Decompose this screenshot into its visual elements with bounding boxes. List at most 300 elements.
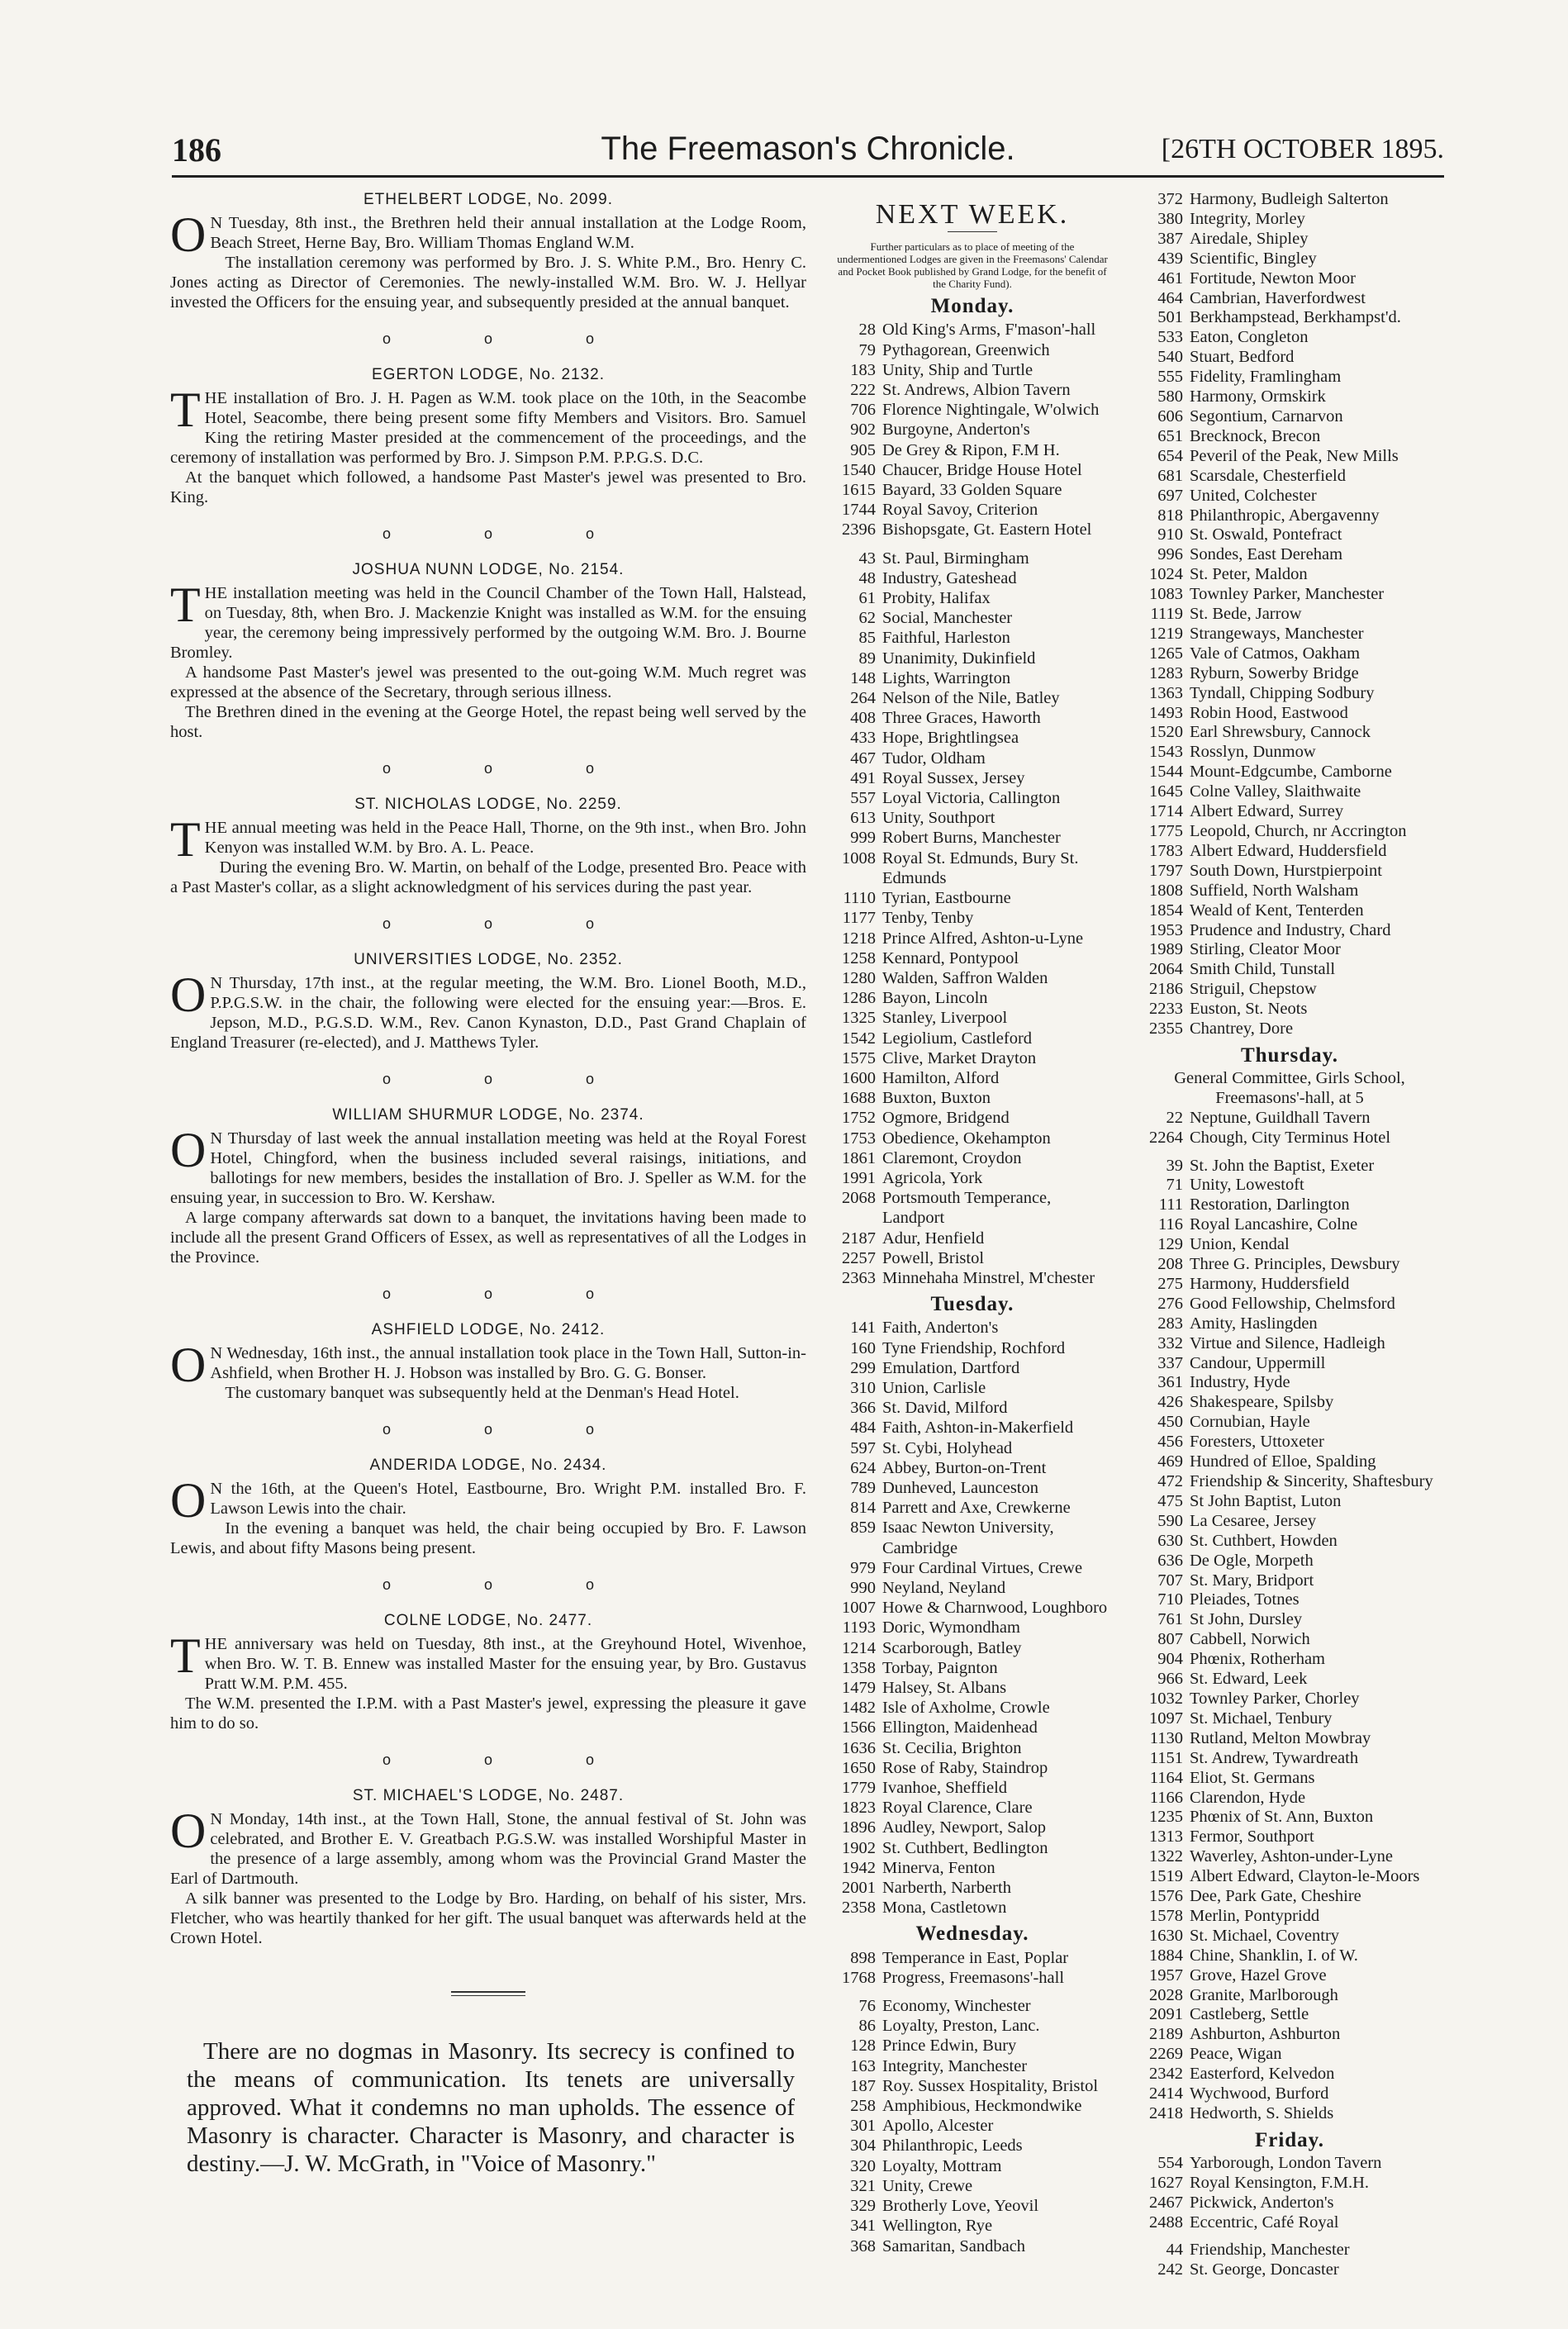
lodge-name: Royal Sussex, Jersey (882, 768, 1025, 787)
lodge-name: Harmony, Budleigh Salterton (1190, 190, 1389, 208)
lodge-number: 630 (1157, 1531, 1183, 1550)
lodge-number: 1024 (1149, 565, 1183, 584)
lodge-number: 61 (858, 589, 876, 608)
list-item (1135, 1215, 1444, 1235)
lodge-list (1135, 190, 1444, 1039)
lodge-name: Amity, Haslingden (1190, 1314, 1318, 1333)
list-item (828, 908, 1117, 928)
lodge-number: 654 (1157, 446, 1183, 465)
lodge-name: Restoration, Darlington (1190, 1195, 1350, 1214)
lodge-name: St. Paul, Birmingham (882, 549, 1029, 568)
section-ornament: o o o (382, 1286, 639, 1302)
lodge-name: Granite, Marlborough (1190, 1985, 1338, 2004)
list-item (1135, 368, 1444, 387)
report-paragraph: During the evening Bro. W. Martin, on behalf of the Lodge, presented Bro. Peace with a Past Master's collar, as a slight acknowledgment of his services during the past year. (170, 858, 806, 896)
lodge-number: 1953 (1149, 920, 1183, 939)
list-item (828, 1378, 1117, 1398)
lodge-name: Loyalty, Preston, Lanc. (882, 2017, 1040, 2036)
list-item (828, 1948, 1117, 1968)
list-item (1135, 269, 1444, 289)
lodge-number: 39 (1166, 1156, 1183, 1175)
lodge-number: 89 (858, 649, 876, 668)
lodge-number: 2355 (1149, 1020, 1183, 1039)
list-item (1135, 1729, 1444, 1749)
lodge-number: 71 (1166, 1176, 1183, 1195)
lodge-number: 341 (850, 2217, 876, 2236)
lodge-number: 275 (1157, 1274, 1183, 1293)
list-item (828, 2016, 1117, 2036)
list-item (828, 1048, 1117, 1068)
list-item (828, 1598, 1117, 1618)
lodge-number: 979 (850, 1558, 876, 1577)
lodge-number: 651 (1157, 426, 1183, 445)
lodge-name: St. John the Baptist, Exeter (1190, 1156, 1375, 1175)
list-item (1135, 940, 1444, 960)
lodge-name: Waverley, Ashton-under-Lyne (1190, 1847, 1393, 1866)
lodge-number: 111 (1158, 1195, 1183, 1214)
lodge-name: Grove, Hazel Grove (1190, 1965, 1327, 1984)
list-item (828, 1878, 1117, 1898)
lodge-number: 910 (1157, 525, 1183, 544)
list-item (828, 480, 1117, 500)
lodge-number: 491 (850, 768, 876, 787)
lodge-number: 1542 (842, 1029, 876, 1048)
lodge-number: 426 (1157, 1393, 1183, 1412)
list-item (828, 848, 1117, 888)
lodge-number: 450 (1157, 1413, 1183, 1432)
lodge-number: 1779 (842, 1779, 876, 1798)
list-item (828, 1738, 1117, 1758)
lodge-number: 1151 (1149, 1748, 1183, 1767)
lodge-name: Isaac Newton University, Cambridge (882, 1519, 1054, 1557)
lodge-name: Unity, Crewe (882, 2176, 973, 2195)
lodge-number: 301 (850, 2117, 876, 2136)
lodge-name: Temperance in East, Poplar (882, 1948, 1069, 1967)
lodge-name: Fermor, Southport (1190, 1828, 1314, 1847)
report-paragraph: O N Thursday, 17th inst., at the regular meeting, the W.M. Bro. Lionel Booth, M.D., P.P.G.S.W. in the chair, the following were elected for the ensuing year:—Bros. E. Jepson, M.D., P.G.S.D. W.M., Rev. Canon Kynaston, D.D., Past Grand Chaplain of England Treasurer (re-elected), and J. Matthews Tyler. (170, 967, 806, 1052)
lodge-name: Philanthropic, Abergavenny (1190, 506, 1380, 525)
lodge-name: Claremont, Croydon (882, 1148, 1022, 1167)
lodge-number: 533 (1157, 328, 1183, 347)
lodge-number: 1007 (842, 1599, 876, 1618)
lodge-name: Leopold, Church, nr Accrington (1190, 822, 1407, 840)
lodge-number: 1808 (1149, 881, 1183, 900)
lodge-name: La Cesaree, Jersey (1190, 1511, 1317, 1530)
lodge-name: Airedale, Shipley (1190, 229, 1309, 248)
lodge-name: St. Andrew, Tywardreath (1190, 1748, 1359, 1767)
drop-capital: O (170, 1338, 207, 1392)
lodge-number: 361 (1157, 1373, 1183, 1392)
list-item (1135, 210, 1444, 230)
list-item (828, 320, 1117, 340)
lodge-number: 710 (1157, 1590, 1183, 1609)
lodge-number: 62 (858, 609, 876, 628)
lodge-number: 1358 (842, 1658, 876, 1677)
list-item (828, 1798, 1117, 1818)
lodge-number: 1627 (1149, 2173, 1183, 2192)
list-item (828, 2116, 1117, 2136)
lodge-name: Foresters, Uttoxeter (1190, 1433, 1324, 1452)
section-ornament: o o o (382, 1421, 639, 1438)
drop-capital: O (170, 1123, 207, 1177)
lodge-name: Tyndall, Chipping Sodbury (1190, 683, 1375, 702)
lodge-number: 996 (1157, 545, 1183, 564)
report-paragraph: THE installation meeting was held in the Council Chamber of the Town Hall, Halstead, on Tuesday, 8th, when Bro. J. Mackenzie Knight was installed as W.M. for the ensuing year, the ceremony being impressively performed by the outgoing W.M. Bro. J. Bourne Bromley. (170, 577, 806, 662)
lodge-number: 43 (858, 549, 876, 568)
lodge-number: 1902 (842, 1838, 876, 1857)
next-week-note: Further particulars as to place of meeting of the undermentioned Lodges are given in the Freemasons' Calendar and Pocket Book published by Grand Lodge, for the benefit of the Charity Fund). (837, 240, 1108, 291)
list-item (1135, 565, 1444, 585)
lodge-number: 1884 (1149, 1946, 1183, 1965)
lodge-number: 22 (1166, 1108, 1183, 1127)
lodge-list (828, 1318, 1117, 1918)
lodge-name: Striguil, Chepstow (1190, 980, 1317, 999)
lodge-name: Halsey, St. Albans (882, 1679, 1007, 1698)
lodge-number: 613 (850, 809, 876, 828)
lodge-name: St. Oswald, Pontefract (1190, 525, 1342, 544)
list-item (828, 400, 1117, 420)
list-item (828, 1518, 1117, 1557)
lodge-number: 299 (850, 1358, 876, 1377)
publication-title: The Freemason's Chronicle. (601, 131, 1015, 167)
lodge-number: 1283 (1149, 663, 1183, 682)
list-item (828, 2076, 1117, 2096)
list-item (828, 608, 1117, 628)
page-header (172, 131, 1444, 169)
lodge-name: Ashburton, Ashburton (1190, 2025, 1341, 2044)
lodge-name: Faithful, Harleston (882, 629, 1010, 648)
lodge-number: 387 (1157, 229, 1183, 248)
list-item (1135, 1709, 1444, 1729)
lodge-name: Unity, Southport (882, 809, 995, 828)
lodge-name: Friendship & Sincerity, Shaftesbury (1190, 1472, 1433, 1490)
lodge-number: 1714 (1149, 802, 1183, 821)
list-item (1135, 2005, 1444, 2025)
lodge-name: Bayon, Lincoln (882, 989, 988, 1008)
report-paragraph: A silk banner was presented to the Lodge by Bro. Harding, on behalf of his sister, Mrs. Fletcher, who was heartily thanked for her gift. The usual banquet was afterwards held at the Crown Hotel. (170, 1889, 806, 1947)
lodge-name: Narberth, Narberth (882, 1879, 1011, 1898)
lodge-name: Candour, Uppermill (1190, 1353, 1326, 1372)
section-ornament: o o o (382, 915, 639, 932)
list-item (1135, 2025, 1444, 2045)
lodge-number: 1991 (842, 1168, 876, 1187)
lodge-name: Suffield, North Walsham (1190, 881, 1359, 900)
lodge-number: 1797 (1149, 861, 1183, 880)
lodge-name: Amphibious, Heckmondwike (882, 2097, 1082, 2116)
lodge-name: Wychwood, Burford (1190, 2084, 1329, 2103)
lodge-number: 597 (850, 1438, 876, 1457)
lodge-number: 276 (1157, 1294, 1183, 1313)
lodge-name: Florence Nightingale, W'olwich (882, 401, 1100, 420)
lodge-number: 1650 (842, 1758, 876, 1777)
list-item (828, 1458, 1117, 1478)
day-heading-monday: Monday. (930, 295, 1014, 318)
lodge-name: Adur, Henfield (882, 1229, 985, 1248)
lodge-number: 283 (1157, 1314, 1183, 1333)
lodge-name: St. George, Doncaster (1190, 2260, 1339, 2279)
lodge-name: Royal St. Edmunds, Bury St. Edmunds (882, 848, 1079, 887)
section-ornament: o o o (382, 1071, 639, 1087)
list-gap (1135, 1148, 1444, 1157)
lodge-number: 380 (1157, 209, 1183, 228)
lodge-number: 1166 (1149, 1788, 1183, 1807)
lodge-number: 1615 (842, 481, 876, 500)
lodge-number: 433 (850, 729, 876, 748)
lodge-number: 807 (1157, 1630, 1183, 1649)
drop-capital: O (170, 1473, 207, 1528)
list-item (828, 888, 1117, 908)
lodge-name: Tudor, Oldham (882, 749, 986, 768)
list-gap (828, 540, 1117, 549)
lodge-number: 1823 (842, 1799, 876, 1818)
lodge-name: Tyrian, Eastbourne (882, 889, 1011, 908)
list-item (828, 380, 1117, 400)
article-separator (451, 1991, 525, 1996)
lodge-heading: ASHFIELD LODGE, No. 2412. (371, 1321, 606, 1338)
lodge-name: Prince Alfred, Ashton-u-Lyne (882, 929, 1084, 948)
list-item (1135, 625, 1444, 644)
lodge-number: 1744 (842, 501, 876, 520)
list-item (1135, 190, 1444, 210)
list-item (1135, 1847, 1444, 1867)
list-item (828, 2236, 1117, 2256)
list-item (828, 2096, 1117, 2116)
lodge-number: 1193 (842, 1618, 876, 1637)
lodge-number: 966 (1157, 1670, 1183, 1689)
header-rule (172, 175, 1444, 178)
day-heading-wednesday: Wednesday. (915, 1923, 1029, 1946)
lodge-name: Rose of Raby, Staindrop (882, 1758, 1048, 1777)
list-item (828, 1358, 1117, 1378)
lodge-name: Berkhampstead, Berkhampst'd. (1190, 308, 1401, 327)
list-item (1135, 1235, 1444, 1255)
list-item (1135, 427, 1444, 447)
lodge-name: Euston, St. Neots (1190, 1000, 1308, 1019)
list-item (828, 1498, 1117, 1518)
title-rule (948, 231, 997, 232)
report-paragraph: THE annual meeting was held in the Peace Hall, Thorne, on the 9th inst., when Bro. John Kenyon was installed W.M. by Bro. A. L. Peace. (170, 812, 806, 867)
lodge-name: Albert Edward, Huddersfield (1190, 841, 1387, 860)
list-item (1135, 2045, 1444, 2065)
lodge-number: 2233 (1149, 1000, 1183, 1019)
lodge-number: 85 (858, 629, 876, 648)
list-item (828, 708, 1117, 728)
lodge-name: Hedworth, S. Shields (1190, 2104, 1334, 2122)
lodge-name: Ellington, Maidenhead (882, 1718, 1038, 1737)
lodge-name: Dunheved, Launceston (882, 1478, 1038, 1497)
lodge-number: 1566 (842, 1718, 876, 1737)
lodge-number: 28 (858, 321, 876, 340)
report-paragraph: At the banquet which followed, a handsome Past Master's jewel was presented to Bro. King. (170, 468, 806, 506)
report-paragraph: The Brethren dined in the evening at the George Hotel, the repast being well served by the host. (170, 703, 806, 741)
list-item (828, 1148, 1117, 1168)
list-item (1135, 328, 1444, 348)
lodge-name: Good Fellowship, Chelmsford (1190, 1294, 1395, 1313)
list-item (1135, 289, 1444, 309)
lodge-name: Eliot, St. Germans (1190, 1768, 1315, 1787)
lodge-number: 310 (850, 1378, 876, 1397)
lodge-name: Ivanhoe, Sheffield (882, 1779, 1008, 1798)
list-item (1135, 2213, 1444, 2233)
list-item (1135, 230, 1444, 250)
lodge-name: Neyland, Neyland (882, 1579, 1006, 1597)
list-item (1135, 1946, 1444, 1966)
list-item (1135, 2154, 1444, 2174)
list-item (828, 2036, 1117, 2056)
lodge-name: Fidelity, Framlingham (1190, 368, 1342, 387)
lodge-name: Yarborough, London Tavern (1190, 2153, 1382, 2172)
lodge-name: Powell, Bristol (882, 1248, 985, 1267)
list-item (1135, 1354, 1444, 1374)
list-item (1135, 1492, 1444, 1512)
lodge-number: 1322 (1149, 1847, 1183, 1866)
lodge-number: 902 (850, 421, 876, 440)
lodge-name: Shakespeare, Spilsby (1190, 1393, 1334, 1412)
lodge-number: 1540 (842, 460, 876, 479)
lodge-name: Unanimity, Dukinfield (882, 649, 1036, 668)
lodge-name: Townley Parker, Chorley (1190, 1689, 1360, 1708)
lodge-number: 1630 (1149, 1926, 1183, 1945)
lodge-number: 456 (1157, 1433, 1183, 1452)
lodge-number: 1214 (842, 1638, 876, 1657)
lodge-number: 789 (850, 1478, 876, 1497)
lodge-name: Brotherly Love, Yeovil (882, 2197, 1039, 2216)
lodge-name: Rosslyn, Dunmow (1190, 743, 1316, 762)
list-item (828, 649, 1117, 668)
lodge-number: 1752 (842, 1109, 876, 1128)
lodge-name: Union, Carlisle (882, 1378, 986, 1397)
lodge-name: South Down, Hurstpierpoint (1190, 861, 1382, 880)
day-heading-tuesday: Tuesday. (930, 1293, 1014, 1316)
lodge-number: 707 (1157, 1571, 1183, 1590)
lodge-number: 1032 (1149, 1689, 1183, 1708)
lodge-number: 366 (850, 1399, 876, 1418)
lodge-heading: ST. NICHOLAS LODGE, No. 2259. (354, 796, 622, 813)
lodge-number: 467 (850, 749, 876, 768)
list-item (828, 1418, 1117, 1438)
list-item (1135, 1907, 1444, 1927)
lodge-name: Robert Burns, Manchester (882, 829, 1061, 848)
lodge-name: Vale of Catmos, Oakham (1190, 644, 1361, 663)
lodge-number: 1008 (842, 848, 876, 867)
lodge-number: 1783 (1149, 841, 1183, 860)
lodge-name: St. Cuthbert, Howden (1190, 1531, 1338, 1550)
lodge-number: 408 (850, 709, 876, 728)
drop-capital: O (170, 1804, 207, 1858)
lodge-number: 904 (1157, 1650, 1183, 1669)
lodge-name: Clive, Market Drayton (882, 1048, 1037, 1067)
lodge-name: Chantrey, Dore (1190, 1020, 1294, 1039)
lodge-name: United, Colchester (1190, 486, 1317, 505)
report-paragraph: O N the 16th, at the Queen's Hotel, Eastbourne, Bro. Wright P.M. installed Bro. F. Lawson Lewis into the chair. (170, 1473, 806, 1528)
lodge-name: St. Cuthbert, Bedlington (882, 1838, 1048, 1857)
list-item (1135, 1789, 1444, 1809)
list-item (1135, 1670, 1444, 1690)
lodge-number: 141 (850, 1319, 876, 1338)
lodge-name: Cornubian, Hayle (1190, 1413, 1310, 1432)
lodge-number: 2358 (842, 1899, 876, 1918)
list-item (828, 948, 1117, 968)
list-item (1135, 842, 1444, 862)
list-item (1135, 605, 1444, 625)
lodge-name: Probity, Halifax (882, 589, 991, 608)
lodge-number: 2396 (842, 520, 876, 539)
list-item (828, 1008, 1117, 1028)
lodge-name: Audley, Newport, Salop (882, 1818, 1046, 1837)
lodge-number: 368 (850, 2236, 876, 2255)
list-item (828, 1268, 1117, 1288)
lodge-name: Royal Clarence, Clare (882, 1799, 1033, 1818)
lodge-number: 128 (850, 2037, 876, 2056)
lodge-number: 990 (850, 1579, 876, 1597)
lodge-name: St. Michael, Coventry (1190, 1926, 1340, 1945)
lodge-name: Howe & Charnwood, Loughboro (882, 1599, 1108, 1618)
list-item (1135, 1020, 1444, 1039)
lodge-name: Three Graces, Haworth (882, 709, 1041, 728)
list-item (1135, 487, 1444, 506)
list-item (1135, 387, 1444, 407)
list-item (828, 1188, 1117, 1228)
lodge-name: Dee, Park Gate, Cheshire (1190, 1887, 1361, 1906)
lodge-name: St. Bede, Jarrow (1190, 605, 1302, 624)
report-paragraph: O N Monday, 14th inst., at the Town Hall, Stone, the annual festival of St. John was celebrated, and Brother E. V. Greatbach P.G.S.W. was installed Worshipful Master in the presence of a large assembly, among whom was the Provincial Grand Master the Earl of Dartmouth. (170, 1804, 806, 1888)
lodge-name: Ryburn, Sowerby Bridge (1190, 663, 1359, 682)
lodge-name: Doric, Wymondham (882, 1618, 1020, 1637)
list-item (1135, 1433, 1444, 1452)
lodge-number: 79 (858, 340, 876, 359)
lodge-number: 76 (858, 1997, 876, 2016)
lodge-name: Walden, Saffron Walden (882, 968, 1048, 987)
lodge-name: Mount-Edgcumbe, Camborne (1190, 763, 1392, 782)
lodge-number: 464 (1157, 288, 1183, 307)
lodge-number: 1164 (1149, 1768, 1183, 1787)
lodge-number: 761 (1157, 1610, 1183, 1629)
lodge-number: 86 (858, 2017, 876, 2036)
lodge-name: Cambrian, Haverfordwest (1190, 288, 1366, 307)
list-item (828, 1558, 1117, 1578)
list-item (1135, 2194, 1444, 2213)
lodge-name: Samaritan, Sandbach (882, 2236, 1026, 2255)
report-paragraph: A large company afterwards sat down to a banquet, the invitations having been made to include all the present Grand Officers of Essex, as well as representatives of all the Lodges in the Province. (170, 1209, 806, 1267)
list-item (1135, 407, 1444, 427)
lodge-number: 590 (1157, 1511, 1183, 1530)
list-item (1135, 1452, 1444, 1472)
lodge-number: 1325 (842, 1009, 876, 1028)
lodge-name: De Ogle, Morpeth (1190, 1551, 1314, 1570)
list-item (1135, 1749, 1444, 1769)
list-item (1135, 1393, 1444, 1413)
lodge-name: Hundred of Elloe, Spalding (1190, 1452, 1376, 1471)
lodge-name: Faith, Anderton's (882, 1319, 999, 1338)
drop-capital: T (170, 383, 201, 437)
list-item (828, 2176, 1117, 2196)
list-item (1135, 308, 1444, 328)
lodge-name: Integrity, Manchester (882, 2056, 1028, 2075)
list-item (1135, 1195, 1444, 1215)
list-gap (828, 1988, 1117, 1996)
lodge-number: 2269 (1149, 2045, 1183, 2064)
lodge-name: Philanthropic, Leeds (882, 2137, 1023, 2156)
list-item (828, 668, 1117, 688)
list-item (1135, 684, 1444, 704)
lodge-name: Sondes, East Dereham (1190, 545, 1343, 564)
lodge-number: 1636 (842, 1738, 876, 1757)
lodge-name: Hamilton, Alford (882, 1068, 1000, 1087)
day-heading-thursday: Thursday. (1240, 1043, 1339, 1067)
lodge-number: 2028 (1149, 1985, 1183, 2004)
lodge-list (1135, 2154, 1444, 2280)
lodge-name: St. Andrews, Albion Tavern (882, 381, 1071, 400)
